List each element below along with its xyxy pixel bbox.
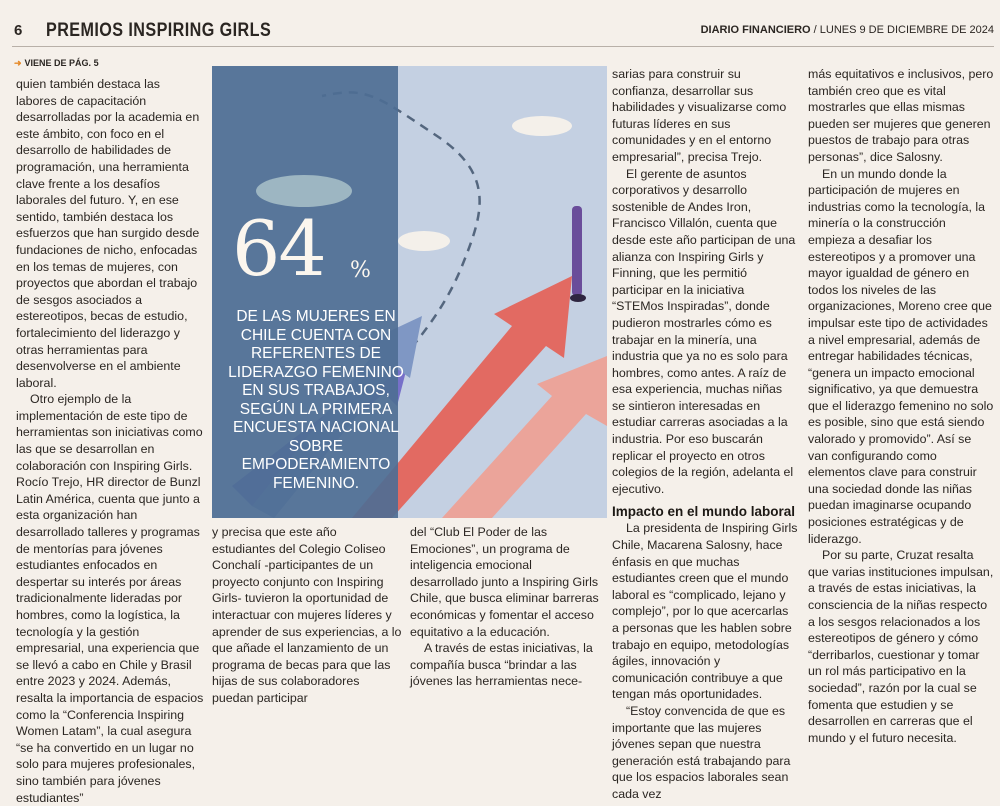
page-number: 6: [14, 22, 23, 39]
article-column-1: [16, 76, 204, 806]
stat-percent: %: [350, 258, 371, 283]
paragraph: Otro ejemplo de la implementación de este tipo de herramientas son iniciativas como las que se desarrollan en colaboración con Inspiring Girls. Rocío Trejo, HR director de Bunzl Latin América, cuenta que junto a esta organización han desarrollado talleres y programas de mentorías para jóvenes estudiantes enfocados en despertar su interés por áreas tradicionalmente lideradas por hombres, como la logística, la tecnología y la gestión empresarial, una experiencia que se llevó a cabo en Chile y Brasil entre 2023 y 2024. Además, resalta la importancia de espacios como la “Conferencia Inspiring Women Latam”, la cual asegura “se ha convertido en un lugar no solo para mujeres profesionales, sino también para jóvenes estudiantes”: [16, 392, 204, 805]
figure-leg: [572, 206, 582, 296]
cloud-icon: [512, 116, 572, 136]
section-title: PREMIOS INSPIRING GIRLS: [46, 20, 272, 41]
figure-shoe: [570, 294, 586, 302]
cloud-icon: [398, 231, 450, 251]
newspaper-info: [701, 24, 994, 36]
paragraph: sarias para construir su confianza, desarrollar sus habilidades y visualizarse como futuras líderes en sus comunidades y en el entorno empresarial”, precisa Trejo.: [612, 67, 787, 164]
paragraph: “Estoy convencida de que es importante que las mujeres jóvenes sepan que nuestra generación está trabajando para que los espacios laborales sean cada vez: [612, 703, 791, 801]
page-header: [0, 0, 1000, 46]
continued-marker: [14, 58, 99, 69]
paragraph: más equitativos e inclusivos, pero también creo que es vital mostrarles que ellas mismas pueden ser mujeres que generen puestos de trabajo para otras personas”, dice Salosny.: [808, 67, 994, 164]
paragraph: La presidenta de Inspiring Girls Chile, Macarena Salosny, hace énfasis en que muchas estudiantes creen que el mundo laboral es “complicado, lejano y complejo”, por lo que acercarlas a personas que les hablen sobre trabajo en equipo, metodologías ágiles, innovación y comunicación contribuye a que tengan más oportunidades.: [612, 521, 798, 702]
stat-number: 64: [232, 204, 325, 293]
paragraph: del “Club El Poder de las Emociones”, un programa de inteligencia emocional desarrollado junto a Inspiring Girls Chile, que busca eliminar barreras económicas y fomentar el acceso equitativo a la educación.: [410, 525, 599, 639]
article-column-2: [212, 524, 402, 707]
arrow-right-icon: ➜: [14, 58, 22, 68]
paragraph: Por su parte, Cruzat resalta que varias instituciones impulsan, a través de estas iniciativas, la consciencia de la niñas respecto a los sesgos relacionados a los estereotipos de género y cómo “derribarlos, cuestionar y tomar un rol más participativo en la sociedad”, razón por la cual se fomenta que estudien y se desarrollen en carreras que el mundo y el futuro necesita.: [808, 548, 994, 745]
paragraph: y precisa que este año estudiantes del Colegio Coliseo Conchalí -participantes de un proyecto conjunto con Inspiring Girls- tuvieron la oportunidad de interactuar con mujeres líderes y aprender de sus experiencias, a lo que añade el lanzamiento de un programa de becas para que las hijas de sus colaboradores puedan participar: [212, 525, 402, 705]
header-rule: [12, 46, 994, 47]
article-column-5: [808, 66, 994, 746]
infographic: [212, 66, 607, 518]
stat-text: DE LAS MUJERES EN CHILE CUENTA CON REFERENTES DE LIDERAZGO FEMENINO EN SUS TRABAJOS, SEGÚN LA PRIMERA ENCUESTA NACIONAL SOBRE EMPODERAMIENTO FEMENINO.: [228, 308, 404, 492]
continued-label: VIENE DE PÁG. 5: [24, 58, 99, 68]
paragraph: En un mundo donde la participación de mujeres en industrias como la tecnología, la minería o la construcción empieza a desafiar los estereotipos y a promover una mayor igualdad de género en todos los niveles de las organizaciones, Moreno cree que impulsar este tipo de actividades a nivel empresarial, además de entregar habilidades técnicas, “genera un impacto emocional significativo, ya que demuestra que el liderazgo femenino no solo es posible, sino que está siendo valorado y promovido”. Así se van configurando como elementos clave para construir una sociedad donde las niñas puedan imaginarse ocupando posiciones estratégicas y de liderazgo.: [808, 166, 994, 546]
paragraph: quien también destaca las labores de capacitación desarrolladas por la academia en este ámbito, con foco en el desarrollo de habilidades de programación, una herramienta clave frente a los desafíos laborales del futuro. Y, en ese sentido, también destaca los esfuerzos que han surgido desde fundaciones de nicho, enfocadas en los temas de mujeres, con proyectos que abordan el trabajo de sesgos asociados a estereotipos, becas de estudio, fortalecimiento del liderazgo y otras herramientas para desenvolverse en el ambiente laboral.: [16, 77, 200, 390]
paragraph: A través de estas iniciativas, la compañía busca “brindar a las jóvenes las herramientas nece-: [410, 641, 593, 689]
article-column-3: [410, 524, 602, 690]
paragraph: El gerente de asuntos corporativos y desarrollo sostenible de Andes Iron, Francisco Villalón, cuenta que desde este año participan de una alianza con Inspiring Girls y Finning, que les permitió participar en la iniciativa “STEMos Inspiradas”, donde pudieron mostrarles cómo es trabajar en la minería, una industria que ya no es solo para hombres, como antes. A raíz de esa experiencia, muchas niñas se sintieron interesadas en estudiar carreras asociadas a la industria. Por eso buscarán replicar el proyecto en otros colegios de la región, adelanta el ejecutivo.: [612, 166, 796, 496]
stat-box: [212, 66, 404, 518]
newspaper-name: DIARIO FINANCIERO: [700, 24, 811, 36]
issue-date: / LUNES 9 DE DICIEMBRE DE 2024: [813, 24, 994, 36]
subheading: Impacto en el mundo laboral: [612, 504, 796, 520]
article-column-4: [612, 66, 798, 803]
